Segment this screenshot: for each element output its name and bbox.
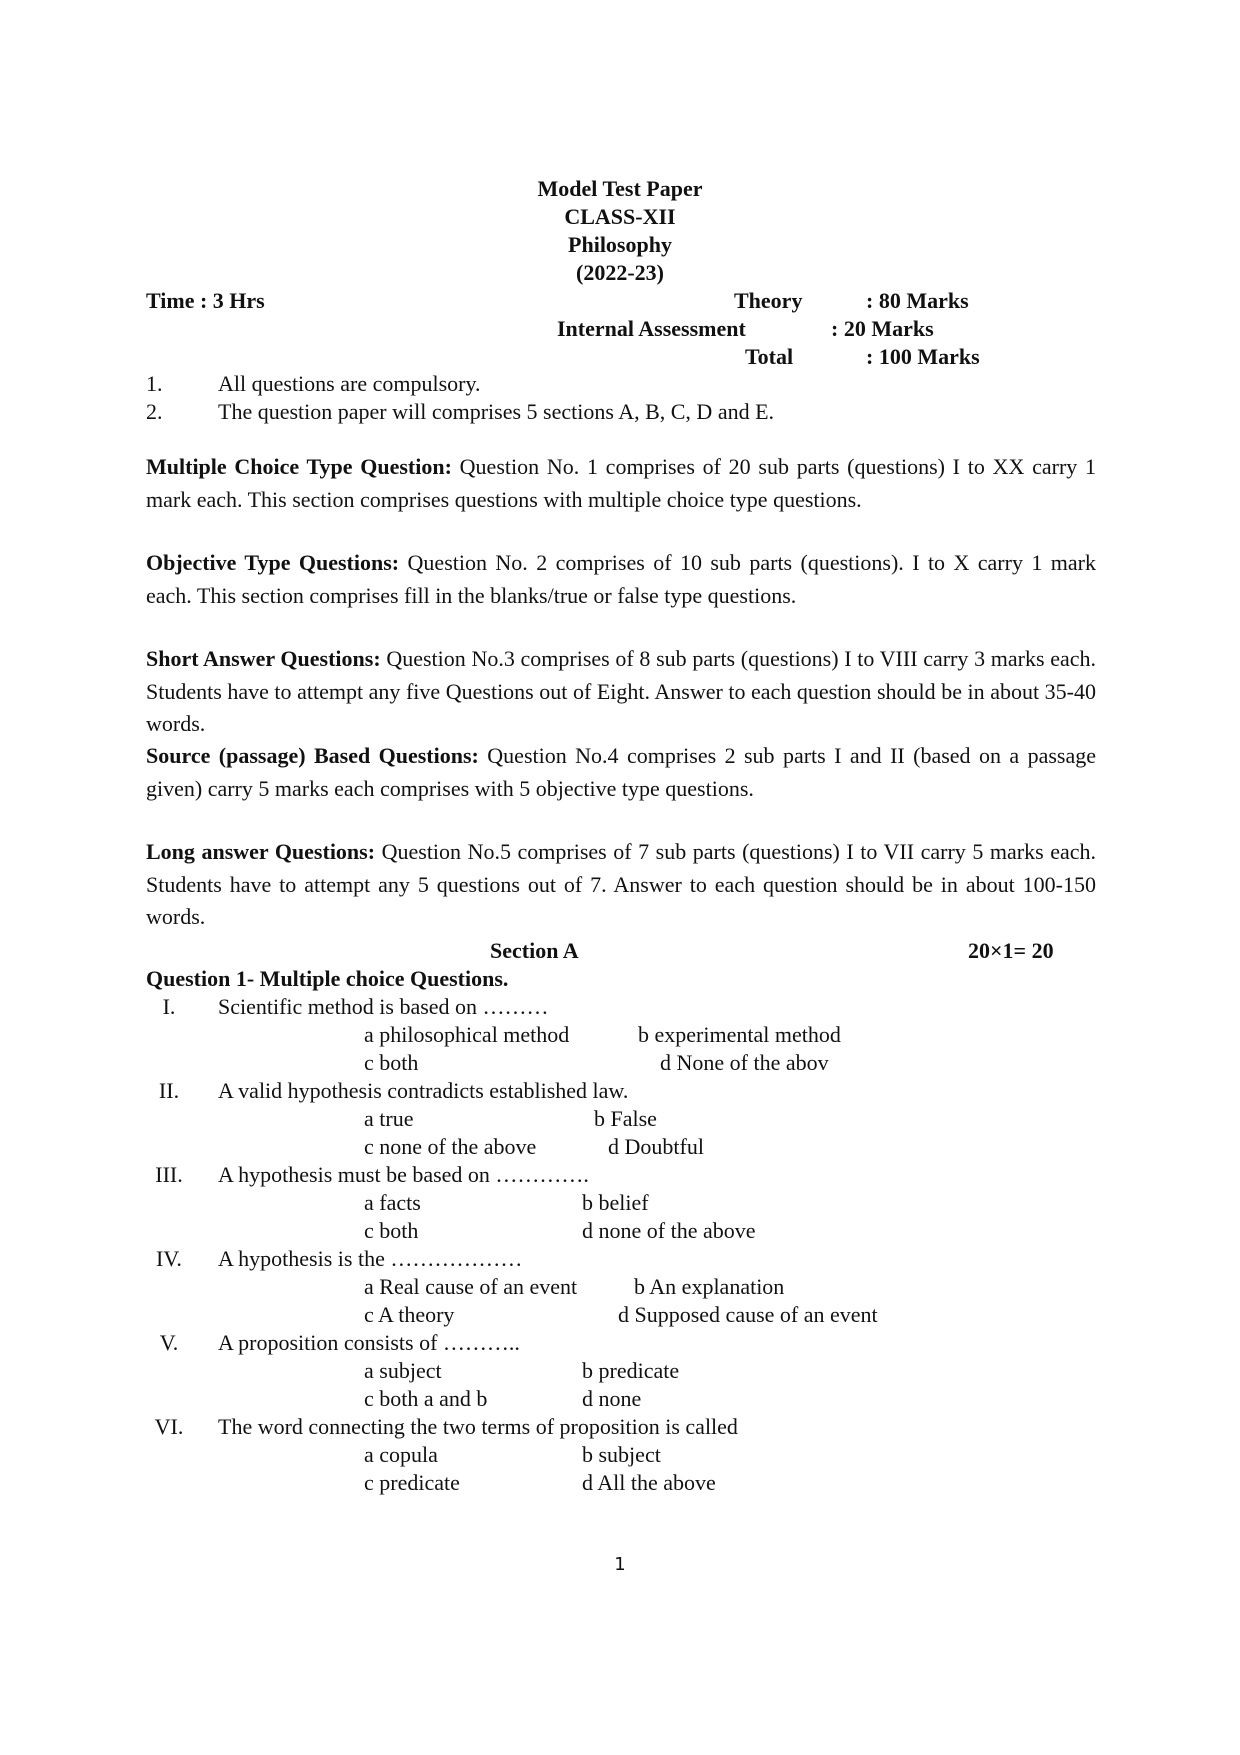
question-text: The word connecting the two terms of proposition is called bbox=[218, 1414, 738, 1439]
instruction-text: All questions are compulsory. bbox=[218, 371, 481, 396]
option-d: d Supposed cause of an event bbox=[618, 1302, 878, 1327]
option-c: c A theory bbox=[364, 1302, 455, 1327]
option-c: c predicate bbox=[364, 1470, 460, 1495]
option-d: d None of the abov bbox=[660, 1050, 829, 1075]
long-answer-description bbox=[146, 836, 1096, 934]
class-label: CLASS-XII bbox=[564, 204, 676, 229]
session-label: (2022-23) bbox=[576, 260, 664, 285]
objective-description bbox=[146, 547, 1096, 612]
subject-label: Philosophy bbox=[568, 232, 672, 257]
question-text: A hypothesis is the ……………… bbox=[218, 1246, 523, 1271]
option-b: b An explanation bbox=[634, 1274, 785, 1299]
option-b: b belief bbox=[582, 1190, 649, 1215]
section-a-marks: 20×1= 20 bbox=[968, 938, 1054, 963]
section-info-text: Question No.5 comprises of 7 sub parts (questions) I to VII carry 5 marks each. Students have to attempt any 5 questions out of 7. Answer to each question should be in about 100-150 words. bbox=[146, 839, 1096, 929]
section-info-text: Question No. 1 comprises of 20 sub parts (questions) I to XX carry 1 mark each. This section comprises questions with multiple choice type questions. bbox=[146, 454, 1096, 512]
section-info-label: Source (passage) Based Questions: bbox=[146, 743, 479, 768]
theory-marks: : 80 Marks bbox=[866, 288, 969, 313]
question-text: A valid hypothesis contradicts established law. bbox=[218, 1078, 629, 1103]
time-label: Time : 3 Hrs bbox=[146, 288, 265, 313]
option-b: b False bbox=[594, 1106, 657, 1131]
option-d: d none of the above bbox=[582, 1218, 756, 1243]
option-a: a true bbox=[364, 1106, 414, 1131]
section-info-text: Question No. 2 comprises of 10 sub parts (questions). I to X carry 1 mark each. This section comprises fill in the blanks/true or false type questions. bbox=[146, 550, 1096, 608]
question-number: I. bbox=[162, 994, 176, 1019]
question-1-heading: Question 1- Multiple choice Questions. bbox=[146, 966, 509, 991]
instruction-num: 2. bbox=[146, 399, 163, 424]
question-number: VI. bbox=[154, 1414, 184, 1439]
option-a: a Real cause of an event bbox=[364, 1274, 578, 1299]
question-number: IV. bbox=[156, 1246, 182, 1271]
theory-label: Theory bbox=[734, 288, 803, 313]
mcq-description bbox=[146, 451, 1096, 516]
internal-label: Internal Assessment bbox=[557, 316, 746, 341]
option-c: c none of the above bbox=[364, 1134, 537, 1159]
question-number: V. bbox=[159, 1330, 179, 1355]
section-info-label: Objective Type Questions: bbox=[146, 550, 400, 575]
question-number: II. bbox=[158, 1078, 180, 1103]
option-a: a copula bbox=[364, 1442, 438, 1467]
option-c: c both bbox=[364, 1050, 419, 1075]
option-b: b subject bbox=[582, 1442, 661, 1467]
source-based-description bbox=[146, 740, 1096, 805]
option-b: b experimental method bbox=[638, 1022, 841, 1047]
option-d: d none bbox=[582, 1386, 642, 1411]
paper-title: Model Test Paper bbox=[537, 176, 703, 201]
page-number: 1 bbox=[614, 1554, 626, 1575]
section-info-label: Long answer Questions: bbox=[146, 839, 376, 864]
instruction-text: The question paper will comprises 5 sections A, B, C, D and E. bbox=[218, 399, 775, 424]
section-info-label: Multiple Choice Type Question: bbox=[146, 454, 452, 479]
section-a-title: Section A bbox=[490, 938, 579, 963]
instruction-num: 1. bbox=[146, 371, 163, 396]
section-info-text: Question No.4 comprises 2 sub parts I and II (based on a passage given) carry 5 marks each comprises with 5 objective type questions. bbox=[146, 743, 1096, 801]
option-d: d All the above bbox=[582, 1470, 716, 1495]
total-label: Total bbox=[745, 344, 794, 369]
option-c: c both bbox=[364, 1218, 419, 1243]
section-info-text: Question No.3 comprises of 8 sub parts (questions) I to VIII carry 3 marks each. Students have to attempt any five Questions out of Eight. Answer to each question should be in about 35-40 words. bbox=[146, 646, 1096, 736]
option-c: c both a and b bbox=[364, 1386, 488, 1411]
question-text: Scientific method is based on ……… bbox=[218, 994, 549, 1019]
option-b: b predicate bbox=[582, 1358, 680, 1383]
section-info-label: Short Answer Questions: bbox=[146, 646, 381, 671]
total-marks: : 100 Marks bbox=[866, 344, 980, 369]
question-text: A proposition consists of ……….. bbox=[218, 1330, 520, 1355]
option-a: a facts bbox=[364, 1190, 421, 1215]
internal-marks: : 20 Marks bbox=[831, 316, 934, 341]
option-a: a philosophical method bbox=[364, 1022, 570, 1047]
question-number: III. bbox=[155, 1162, 183, 1187]
option-d: d Doubtful bbox=[608, 1134, 704, 1159]
short-answer-description bbox=[146, 643, 1096, 741]
question-text: A hypothesis must be based on …………. bbox=[218, 1162, 589, 1187]
option-a: a subject bbox=[364, 1358, 442, 1383]
